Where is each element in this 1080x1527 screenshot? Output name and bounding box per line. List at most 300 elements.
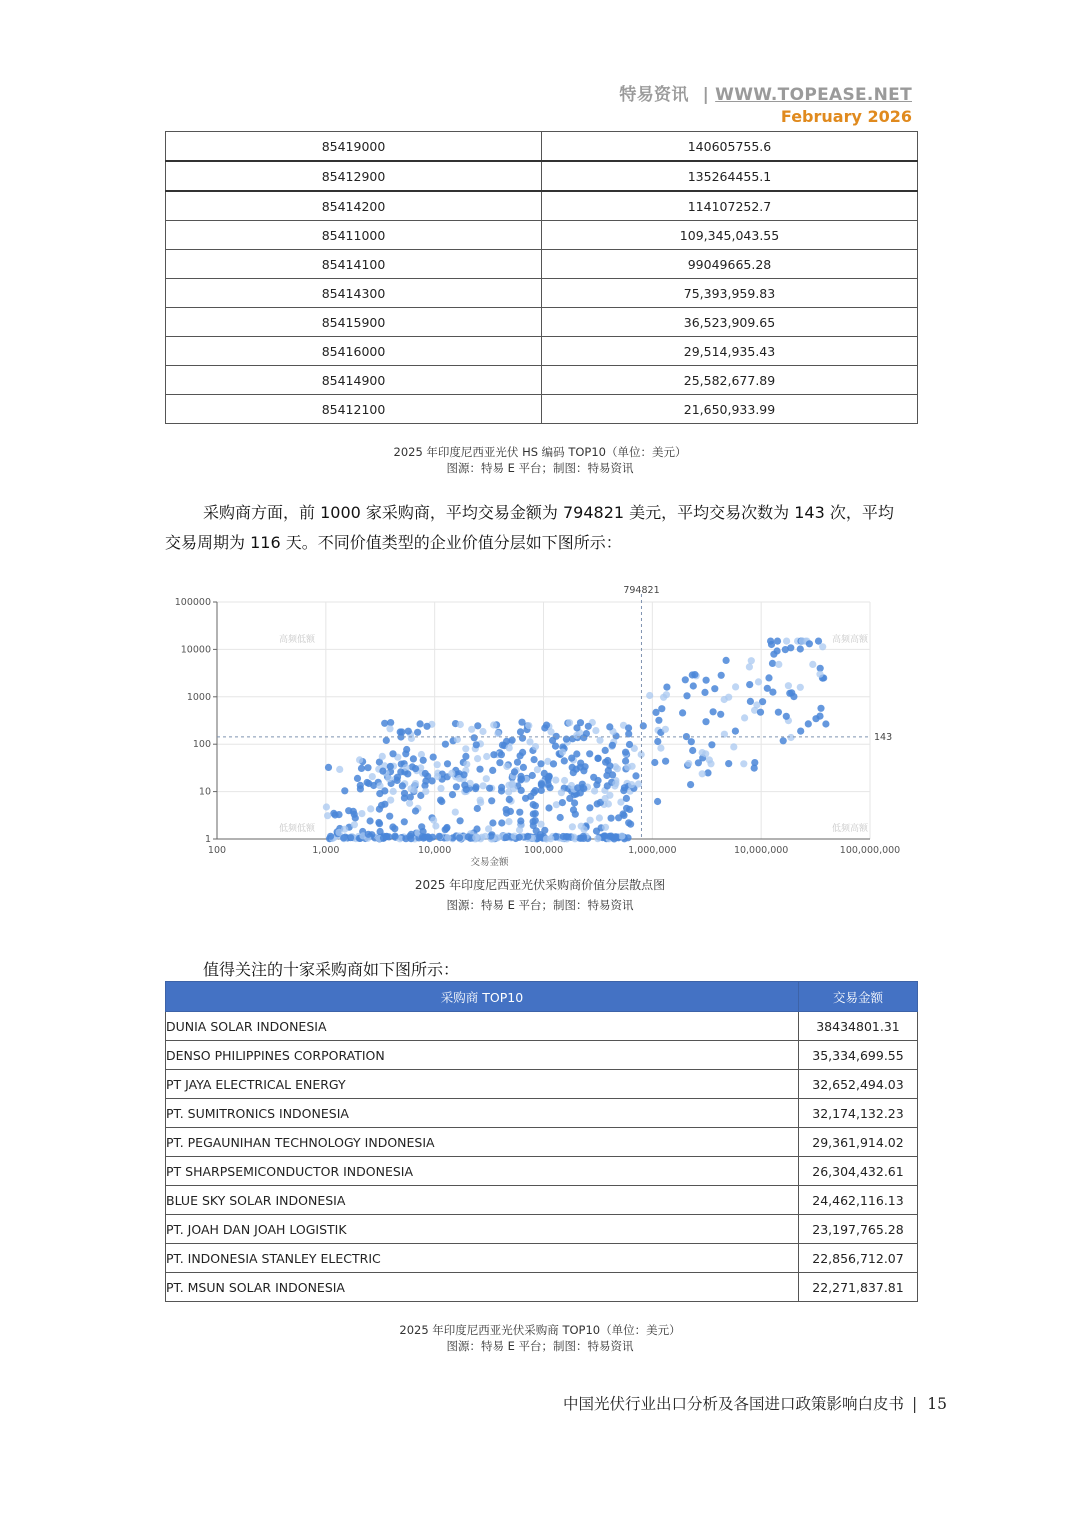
scatter-point (573, 724, 580, 731)
buyer-amount-cell: 24,462,116.13 (799, 1186, 918, 1215)
scatter-point (456, 834, 463, 841)
scatter-point (378, 802, 385, 809)
x-tick-label: 10,000,000 (733, 845, 789, 856)
scatter-point (580, 785, 587, 792)
scatter-point (592, 727, 599, 734)
scatter-point (444, 760, 451, 767)
scatter-point (593, 781, 600, 788)
hs-table-row (166, 132, 918, 162)
buyer-amount-cell: 32,174,132.23 (799, 1099, 918, 1128)
scatter-point (769, 660, 776, 667)
scatter-point (437, 785, 444, 792)
scatter-point (379, 753, 386, 760)
scatter-point (655, 717, 662, 724)
scatter-point (723, 657, 730, 664)
scatter-point (468, 726, 475, 733)
scatter-point (402, 835, 409, 842)
scatter-point (546, 773, 553, 780)
scatter-point (580, 833, 587, 840)
scatter-point (612, 833, 619, 840)
scatter-point (434, 773, 441, 780)
scatter-point (570, 806, 577, 813)
scatter-point (364, 764, 371, 771)
scatter-point (419, 833, 426, 840)
scatter-point (654, 738, 661, 745)
scatter-point (452, 809, 459, 816)
scatter-point (477, 799, 484, 806)
hs-value-cell: 140605755.6 (542, 132, 918, 162)
scatter-point (685, 760, 692, 767)
scatter-point (689, 747, 696, 754)
scatter-point (444, 834, 451, 841)
scatter-point (476, 766, 483, 773)
hs-code-cell: 85414900 (166, 366, 542, 395)
buyer-amount-cell: 22,271,837.81 (799, 1273, 918, 1302)
scatter-point (496, 759, 503, 766)
quadrant-label-lf-ha: 低频高额 (831, 824, 869, 834)
x-tick-label: 100,000,000 (839, 845, 901, 856)
buyer-amount-cell: 23,197,765.28 (799, 1215, 918, 1244)
hs-table-row (166, 161, 918, 191)
scatter-point (746, 681, 753, 688)
header-brand: 特易资讯 (619, 85, 689, 105)
scatter-point (358, 810, 365, 817)
scatter-point (401, 794, 408, 801)
scatter-point (797, 684, 804, 691)
scatter-point (819, 643, 826, 650)
scatter-point (401, 818, 408, 825)
hs-code-cell: 85414100 (166, 250, 542, 279)
scatter-point (769, 689, 776, 696)
scatter-point (442, 741, 449, 748)
scatter-point (594, 835, 601, 842)
scatter-point (472, 834, 479, 841)
hs-value-cell: 135264455.1 (542, 161, 918, 191)
buyers-top10-table (165, 981, 918, 1302)
scatter-point (438, 798, 445, 805)
scatter-point (585, 723, 592, 730)
x-tick-label: 10,000 (418, 845, 452, 856)
footer-title: 中国光伏行业出口分析及各国进口政策影响白皮书 (563, 1395, 905, 1413)
scatter-point (420, 757, 427, 764)
scatter-point (490, 721, 497, 728)
scatter-point (509, 780, 516, 787)
scatter-point (552, 743, 559, 750)
hs-code-cell: 85415900 (166, 308, 542, 337)
scatter-point (520, 764, 527, 771)
scatter-point (506, 744, 513, 751)
scatter-point (822, 720, 829, 727)
scatter-point (503, 763, 510, 770)
scatter-point (518, 787, 525, 794)
scatter-point (505, 818, 512, 825)
scatter-point (448, 770, 455, 777)
scatter-point (531, 756, 538, 763)
scatter-point (708, 741, 715, 748)
scatter-point (605, 800, 612, 807)
scatter-point (732, 683, 739, 690)
buyer-row (166, 1012, 918, 1041)
scatter-point (412, 807, 419, 814)
y-tick-label: 10000 (180, 644, 211, 656)
scatter-point (622, 758, 629, 765)
scatter-point (662, 758, 669, 765)
scatter-point (408, 735, 415, 742)
scatter-point (365, 831, 372, 838)
scatter-point (460, 771, 467, 778)
scatter-point (701, 689, 708, 696)
scatter-point (627, 821, 634, 828)
scatter-point (340, 834, 347, 841)
scatter-point (757, 709, 764, 716)
hs-code-cell: 85414300 (166, 279, 542, 308)
hs-table-row (166, 337, 918, 366)
scatter-point (351, 811, 358, 818)
scatter-point (381, 720, 388, 727)
scatter-point (578, 823, 585, 830)
hs-value-cell: 25,582,677.89 (542, 366, 918, 395)
y-tick-label: 100 (192, 739, 211, 751)
scatter-point (797, 645, 804, 652)
x-axis-label: 交易金额 (470, 857, 509, 868)
scatter-point (517, 817, 524, 824)
quadrant-label-hf-ha: 高频高额 (831, 635, 869, 645)
scatter-point (775, 661, 782, 668)
buyer-row (166, 1099, 918, 1128)
scatter-point (324, 812, 331, 819)
scatter-point (812, 715, 819, 722)
quadrant-label-lf-la: 低频低额 (278, 824, 316, 834)
scatter-point (626, 741, 633, 748)
scatter-point (688, 738, 695, 745)
hs-value-cell: 21,650,933.99 (542, 395, 918, 424)
scatter-point (387, 797, 394, 804)
hs-value-cell: 109,345,043.55 (542, 221, 918, 250)
scatter-point (436, 833, 443, 840)
buyer-name-cell: PT JAYA ELECTRICAL ENERGY (166, 1070, 799, 1099)
scatter-point (532, 743, 539, 750)
hs-code-cell: 85414200 (166, 191, 542, 221)
scatter-point (725, 760, 732, 767)
scatter-point (517, 728, 524, 735)
y-tick-label: 10 (198, 786, 211, 798)
scatter-point (573, 750, 580, 757)
scatter-point (568, 782, 575, 789)
scatter-point (596, 814, 603, 821)
chart-caption-title: 2025 年印度尼西亚光伏采购商价值分层散点图 (414, 878, 666, 892)
scatter-point (483, 753, 490, 760)
header-brand-line: 特易资讯 | WWW.TOPEASE.NET (619, 85, 912, 105)
scatter-point (609, 742, 616, 749)
scatter-point (816, 671, 823, 678)
scatter-point (471, 734, 478, 741)
scatter-points (323, 638, 830, 843)
scatter-point (541, 827, 548, 834)
scatter-point (711, 685, 718, 692)
scatter-point (770, 651, 777, 658)
buyer-name-cell: BLUE SKY SOLAR INDONESIA (166, 1186, 799, 1215)
buyer-name-cell: PT. JOAH DAN JOAH LOGISTIK (166, 1215, 799, 1244)
scatter-point (486, 785, 493, 792)
scatter-point (746, 663, 753, 670)
scatter-point (646, 692, 653, 699)
scatter-point (518, 775, 525, 782)
buyer-row (166, 1215, 918, 1244)
scatter-point (573, 732, 580, 739)
hs-caption-source: 图源：特易 E 平台；制图：特易资讯 (446, 461, 634, 475)
buyers-table-caption (0, 1322, 1080, 1354)
hs-value-cell: 99049665.28 (542, 250, 918, 279)
scatter-point (577, 760, 584, 767)
scatter-point (479, 728, 486, 735)
scatter-point (658, 705, 665, 712)
scatter-point (522, 795, 529, 802)
buyers-header-row (166, 982, 918, 1012)
scatter-point (587, 817, 594, 824)
scatter-point (683, 692, 690, 699)
scatter-point (560, 833, 567, 840)
scatter-point (550, 760, 557, 767)
scatter-point (628, 781, 635, 788)
chart-caption-source: 图源：特易 E 平台；制图：特易资讯 (446, 898, 634, 912)
scatter-point (612, 780, 619, 787)
buyer-row (166, 1273, 918, 1302)
scatter-point (566, 795, 573, 802)
scatter-point (532, 810, 539, 817)
hs-value-cell: 36,523,909.65 (542, 308, 918, 337)
scatter-point (506, 796, 513, 803)
scatter-point (399, 782, 406, 789)
buyers-caption-title: 2025 年印度尼西亚光伏采购商 TOP10（单位：美元） (399, 1323, 681, 1337)
scatter-point (514, 759, 521, 766)
buyers-caption-source: 图源：特易 E 平台；制图：特易资讯 (446, 1339, 634, 1353)
scatter-point (516, 809, 523, 816)
buyer-amount-cell: 38434801.31 (799, 1012, 918, 1041)
scatter-point (490, 751, 497, 758)
scatter-point (498, 784, 505, 791)
summary-line-1: 采购商方面，前 1000 家采购商，平均交易金额为 794821 美元，平均交易次数为 143 次，平均 (203, 503, 894, 522)
hs-table-row (166, 395, 918, 424)
hs-value-cell: 75,393,959.83 (542, 279, 918, 308)
scatter-point (511, 768, 518, 775)
header-date: February 2026 (780, 107, 912, 126)
scatter-point (474, 722, 481, 729)
buyer-value-scatter-chart (165, 582, 915, 872)
scatter-point (422, 770, 429, 777)
scatter-point (809, 661, 816, 668)
scatter-point (753, 701, 760, 708)
scatter-point (474, 755, 481, 762)
scatter-point (532, 802, 539, 809)
x-tick-label: 100,000 (523, 845, 564, 856)
buyers-header-name: 采购商 TOP10 (166, 982, 799, 1012)
scatter-point (412, 780, 419, 787)
scatter-point (397, 768, 404, 775)
scatter-point (434, 761, 441, 768)
scatter-point (403, 746, 410, 753)
scatter-point (591, 787, 598, 794)
hs-value-cell: 114107252.7 (542, 191, 918, 221)
scatter-point (663, 691, 670, 698)
scatter-point (453, 783, 460, 790)
hs-table-row (166, 308, 918, 337)
hs-code-cell: 85412100 (166, 395, 542, 424)
buyers-section-title: 值得关注的十家采购商如下图所示： (203, 960, 460, 979)
scatter-point (817, 705, 824, 712)
scatter-point (797, 728, 804, 735)
scatter-point (376, 782, 383, 789)
buyer-name-cell: PT. SUMITRONICS INDONESIA (166, 1099, 799, 1128)
hs-table-row (166, 221, 918, 250)
scatter-point (426, 835, 433, 842)
scatter-point (423, 723, 430, 730)
scatter-point (590, 774, 597, 781)
scatter-point (499, 742, 506, 749)
scatter-point (386, 725, 393, 732)
mean-x-label: 794821 (623, 585, 660, 596)
buyer-row (166, 1128, 918, 1157)
scatter-point (623, 795, 630, 802)
mean-y-label: 143 (874, 731, 893, 743)
buyer-amount-cell: 32,652,494.03 (799, 1070, 918, 1099)
scatter-point (626, 806, 633, 813)
buyer-amount-cell: 35,334,699.55 (799, 1041, 918, 1070)
hs-table-row (166, 250, 918, 279)
scatter-point (430, 817, 437, 824)
scatter-point (663, 684, 670, 691)
scatter-point (463, 761, 470, 768)
hs-table-caption (0, 444, 1080, 476)
page-header (619, 80, 912, 126)
y-tick-label: 100000 (174, 597, 211, 608)
scatter-point (702, 718, 709, 725)
scatter-point (559, 749, 566, 756)
scatter-point (430, 754, 437, 761)
scatter-point (417, 720, 424, 727)
hs-table-row (166, 366, 918, 395)
scatter-point (473, 741, 480, 748)
scatter-point (517, 752, 524, 759)
scatter-point (640, 722, 647, 729)
scatter-point (529, 772, 536, 779)
scatter-point (519, 735, 526, 742)
buyer-amount-cell: 22,856,712.07 (799, 1244, 918, 1273)
scatter-point (774, 638, 781, 645)
scatter-point (780, 737, 787, 744)
hs-value-cell: 29,514,935.43 (542, 337, 918, 366)
scatter-point (509, 737, 516, 744)
scatter-point (730, 743, 737, 750)
scatter-point (569, 823, 576, 830)
scatter-point (351, 821, 358, 828)
scatter-point (327, 833, 334, 840)
scatter-point (574, 784, 581, 791)
scatter-point (404, 770, 411, 777)
scatter-point (457, 721, 464, 728)
buyer-row (166, 1041, 918, 1070)
scatter-point (498, 819, 505, 826)
scatter-point (332, 811, 339, 818)
scatter-point (691, 671, 698, 678)
scatter-point (546, 784, 553, 791)
scatter-point (699, 770, 706, 777)
buyer-name-cell: DUNIA SOLAR INDONESIA (166, 1012, 799, 1041)
scatter-point (595, 755, 602, 762)
scatter-point (657, 745, 664, 752)
scatter-point (518, 719, 525, 726)
buyer-row (166, 1157, 918, 1186)
scatter-point (782, 646, 789, 653)
scatter-point (325, 764, 332, 771)
page-number: 15 (927, 1395, 947, 1413)
scatter-point (606, 723, 613, 730)
scatter-point (387, 763, 394, 770)
scatter-point (390, 788, 397, 795)
scatter-point (679, 709, 686, 716)
scatter-point (480, 782, 487, 789)
scatter-point (699, 749, 706, 756)
scatter-point (336, 766, 343, 773)
scatter-point (369, 773, 376, 780)
scatter-point (537, 821, 544, 828)
scatter-point (586, 804, 593, 811)
scatter-point (806, 640, 813, 647)
buyer-name-cell: PT SHARPSEMICONDUCTOR INDONESIA (166, 1157, 799, 1186)
scatter-point (392, 833, 399, 840)
scatter-point (751, 765, 758, 772)
scatter-point (604, 782, 611, 789)
x-tick-label: 100 (207, 845, 227, 856)
scatter-point (606, 762, 613, 769)
scatter-point (526, 738, 533, 745)
scatter-point (503, 806, 510, 813)
scatter-point (710, 708, 717, 715)
scatter-point (383, 737, 390, 744)
scatter-point (747, 698, 754, 705)
scatter-point (586, 750, 593, 757)
scatter-point (593, 828, 600, 835)
scatter-point (462, 745, 469, 752)
scatter-point (389, 750, 396, 757)
scatter-point (391, 825, 398, 832)
scatter-point (494, 730, 501, 737)
scatter-point (783, 713, 790, 720)
scatter-point (561, 757, 568, 764)
buyer-name-cell: PT. INDONESIA STANLEY ELECTRIC (166, 1244, 799, 1273)
scatter-point (618, 833, 625, 840)
x-tick-label: 1,000 (312, 845, 340, 856)
scatter-point (538, 780, 545, 787)
scatter-point (608, 815, 615, 822)
scatter-point (687, 781, 694, 788)
buyer-name-cell: PT. MSUN SOLAR INDONESIA (166, 1273, 799, 1302)
scatter-point (376, 790, 383, 797)
buyer-amount-cell: 29,361,914.02 (799, 1128, 918, 1157)
scatter-point (594, 800, 601, 807)
scatter-point (622, 749, 629, 756)
scatter-point (358, 765, 365, 772)
scatter-point (379, 768, 386, 775)
scatter-point (341, 826, 348, 833)
scatter-point (580, 767, 587, 774)
hs-caption-title: 2025 年印度尼西亚光伏 HS 编码 TOP10（单位：美元） (393, 445, 687, 459)
buyer-amount-cell: 26,304,432.61 (799, 1157, 918, 1186)
scatter-point (398, 728, 405, 735)
scatter-point (386, 813, 393, 820)
scatter-point (412, 765, 419, 772)
buyer-name-cell: PT. PEGAUNIHAN TECHNOLOGY INDONESIA (166, 1128, 799, 1157)
scatter-point (524, 833, 531, 840)
